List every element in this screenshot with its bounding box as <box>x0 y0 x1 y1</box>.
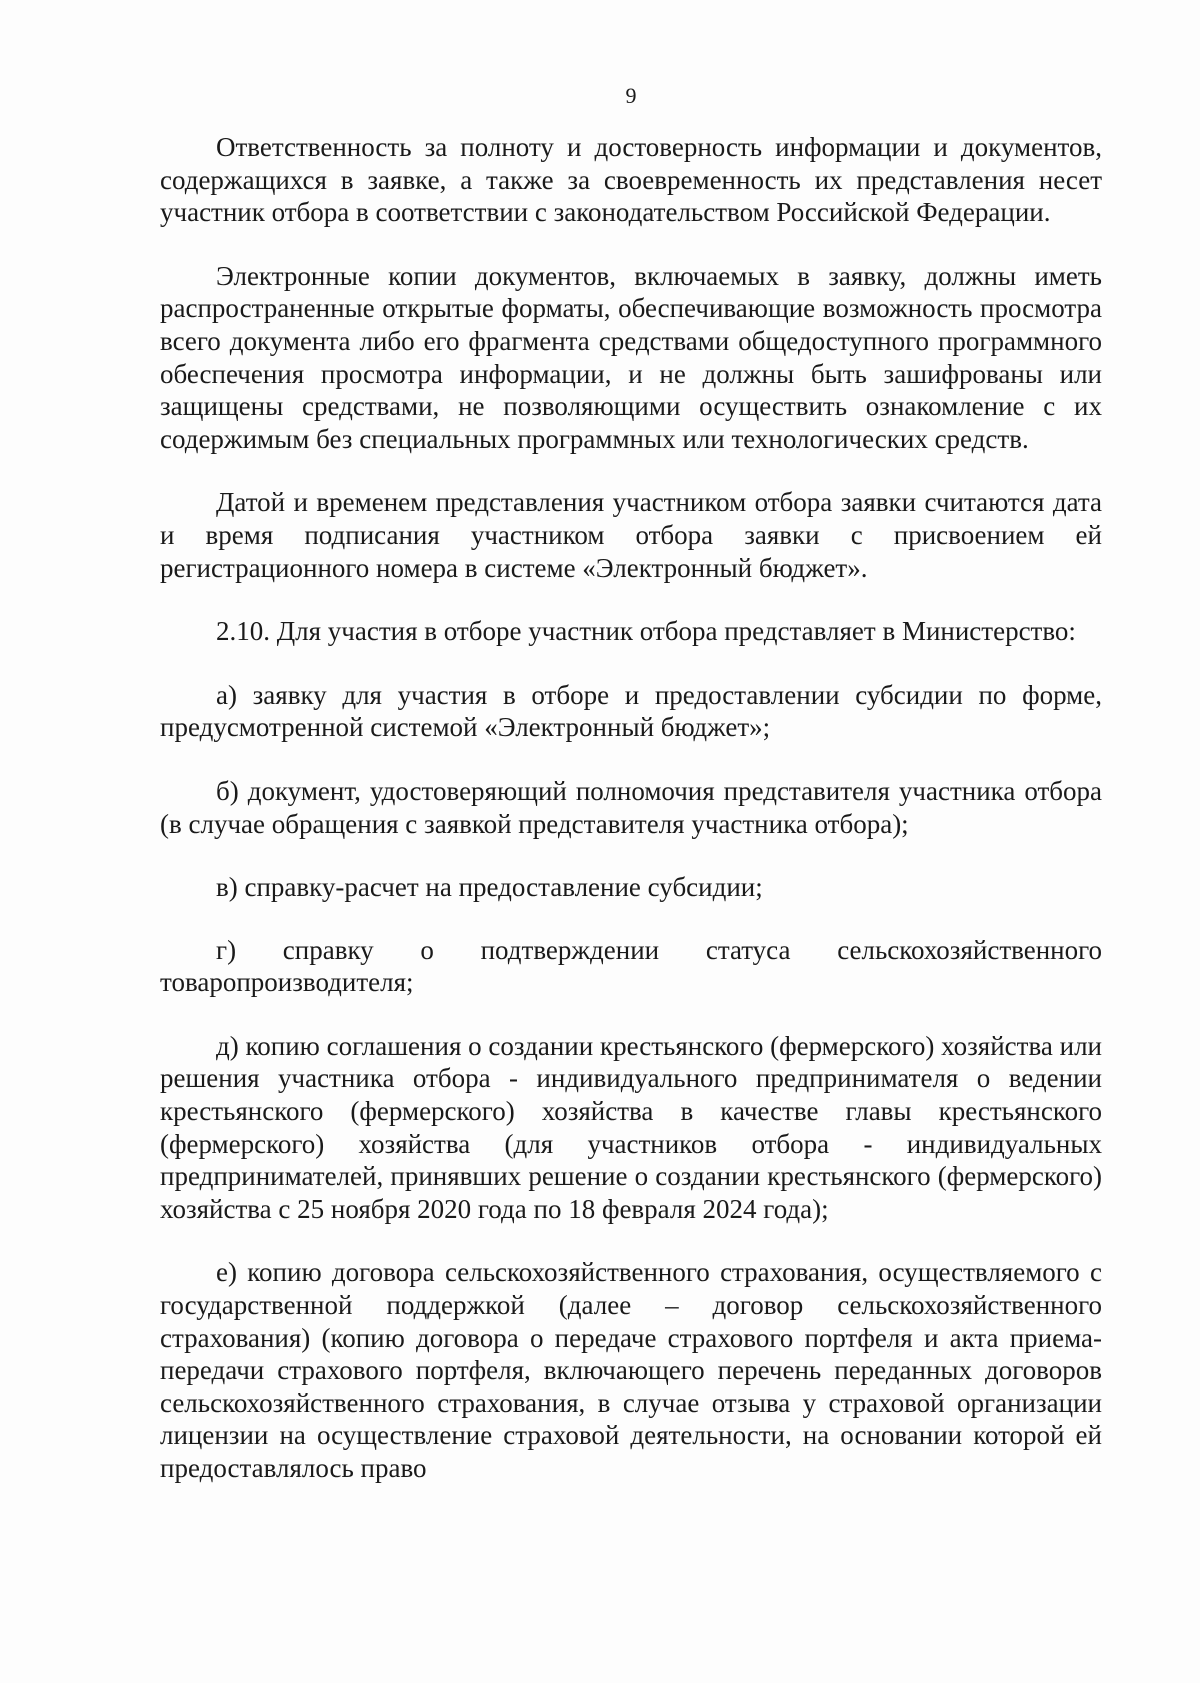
paragraph-section-2-10: 2.10. Для участия в отборе участник отбора представляет в Министерство: <box>216 616 1076 647</box>
list-item-b: б) документ, удостоверяющий полномочия представителя участника отбора (в случае обращения с заявкой представителя участника отбора); <box>160 775 1102 839</box>
paragraph-electronic-copies: Электронные копии документов, включаемых в заявку, должны иметь распространенные открытые форматы, обеспечивающие возможность просмотра всего документа либо его фрагмента средствами общедоступного программного обеспечения просмотра информации, и не должны быть зашифрованы или защищены средствами, не позволяющими осуществить ознакомление с их содержимым без специальных программных или технологических средств. <box>160 260 1102 454</box>
document-body <box>160 131 1102 1485</box>
list-item-v: в) справку-расчет на предоставление субсидии; <box>216 872 763 903</box>
list-item-g: г) справку о подтверждении статуса сельскохозяйственного товаропроизводителя; <box>160 934 1102 998</box>
page-number: 9 <box>625 83 637 108</box>
list-item-d: д) копию соглашения о создании крестьянского (фермерского) хозяйства или решения участника отбора - индивидуального предпринимателя о ведении крестьянского (фермерского) хозяйства в качестве главы крестьянского (фермерского) хозяйства (для участников отбора - индивидуальных предпринимателей, принявших решение о создании крестьянского (фермерского) хозяйства с 25 ноября 2020 года по 18 февраля 2024 года); <box>160 1030 1102 1224</box>
paragraph-responsibility: Ответственность за полноту и достоверность информации и документов, содержащихся в заявке, а также за своевременность их представления несет участник отбора в соответствии с законодательством Российской Федерации. <box>160 132 1102 228</box>
list-item-e: е) копию договора сельскохозяйственного страхования, осуществляемого с государственной поддержкой (далее – договор сельскохозяйственного страхования) (копию договора о передаче страхового портфеля и акта приема-передачи страхового портфеля, включающего перечень переданных договоров сельскохозяйственного страхования, в случае отзыва у страховой организации лицензии на осуществление страховой деятельности, на основании которой ей предоставлялось право <box>160 1257 1102 1483</box>
list-item-a: а) заявку для участия в отборе и предоставлении субсидии по форме, предусмотренной системой «Электронный бюджет»; <box>160 679 1102 743</box>
paragraph-submission-date: Датой и временем представления участником отбора заявки считаются дата и время подписания участником отбора заявки с присвоением ей регистрационного номера в системе «Электронный бюджет». <box>160 487 1102 583</box>
